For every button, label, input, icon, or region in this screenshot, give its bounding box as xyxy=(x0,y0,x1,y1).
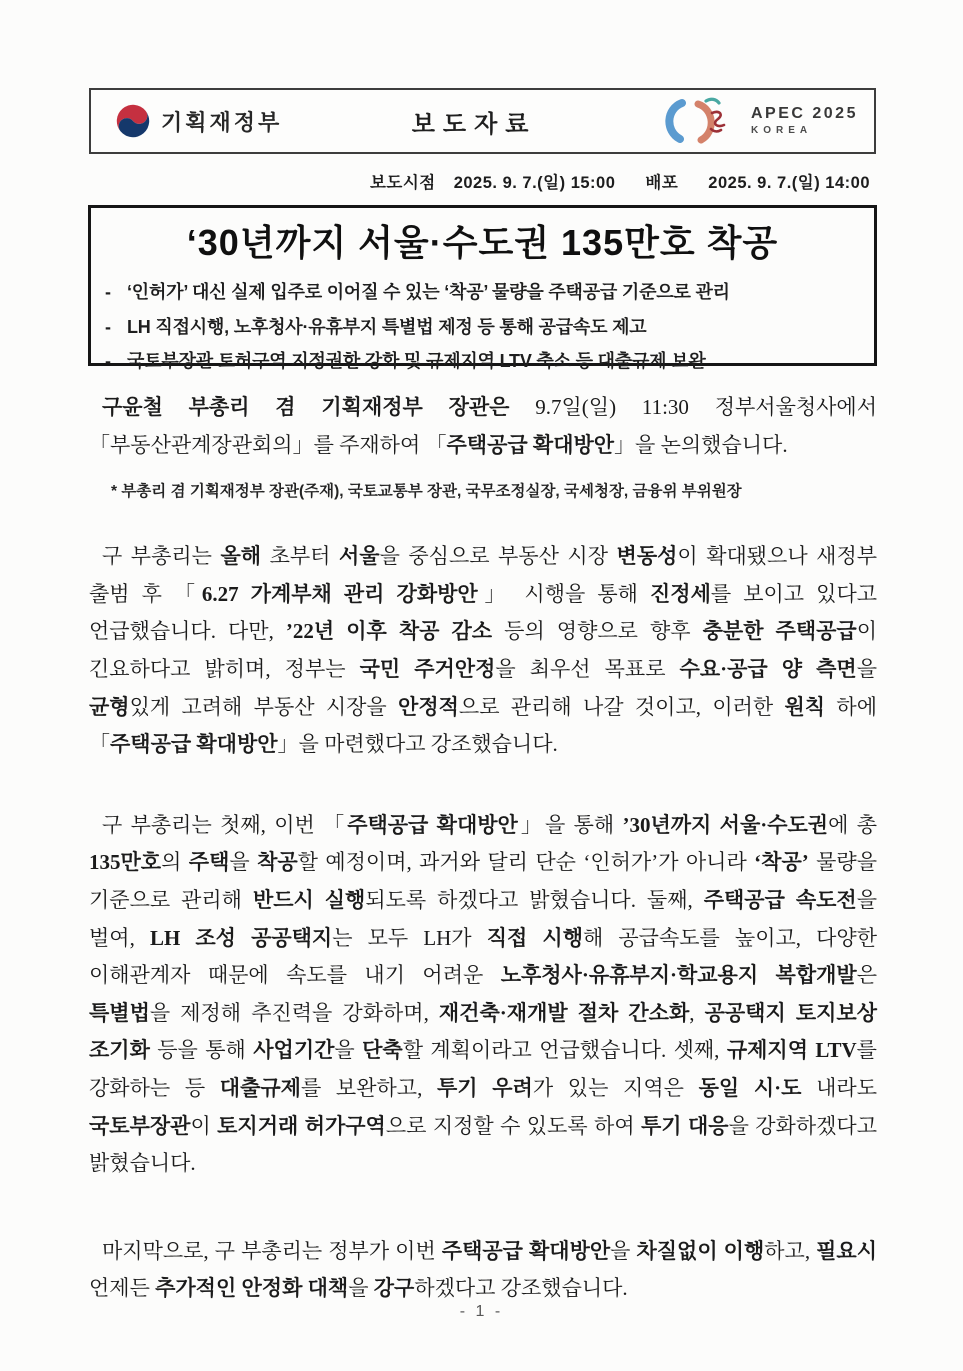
apec-subtitle: KOREA xyxy=(750,125,813,137)
headline-box xyxy=(88,205,877,371)
distribute-value: 2025. 9. 7.(일) 14:00 xyxy=(708,174,870,192)
bullet-text: ‘인허가’ 대신 실제 입주로 이어질 수 있는 ‘착공’ 물량을 주택공급 기준으로 관리 xyxy=(127,282,730,302)
bullet-text: 국토부장관 토허구역 지정권한 강화 및 규제지역 LTV 축소 등 대출규제 보완 xyxy=(127,351,706,371)
headline-bullets xyxy=(103,275,862,379)
ministry-logo xyxy=(115,103,282,139)
ministry-name: 기획재정부 xyxy=(161,109,283,135)
paragraph: 구윤철 부총리 겸 기획재정부 장관은 9.7일(일) 11:30 정부서울청사에서 「부동산관계장관회의」를 주재하여 「주택공급 확대방안」을 논의했습니다. xyxy=(89,395,877,457)
release-time-value: 2025. 9. 7.(일) 15:00 xyxy=(453,174,616,192)
paragraph: 구 부총리는 첫째, 이번 「주택공급 확대방안」을 통해 ’30년까지 서울·수도권에 총 135만호의 주택을 착공할 예정이며, 과거와 달리 단순 ‘인허가’가 아니라 ‘착공’ 물량을 기준으로 관리해 반드시 실행되도록 하겠다고 밝혔습니다. 둘째, 주택공급 속도전을 벌여, LH 조성 공공택지는 모두 LH가 직접 시행해 공급속도를 높이고, 다양한 이해관계자 때문에 속도를 내기 어려운 노후청사·유휴부지·학교용지 복합개발은 특별법을 제정해 추진력을 강화하며, 재건축·재개발 절차 간소화, 공공택지 토지보상 조기화 등을 통해 사업기간을 단축할 계획이라고 언급했습니다. 셋째, 규제지역 LTV를 강화하는 등 대출규제를 보완하고, 투기 우려가 있는 지역은 동일 시·도 내라도 국토부장관이 토지거래 허가구역으로 지정할 수 있도록 하여 투기 대응을 강화하겠다고 밝혔습니다. xyxy=(89,812,878,1176)
paragraph: 구 부총리는 올해 초부터 서울을 중심으로 부동산 시장 변동성이 확대됐으나 새정부 출범 후 「6.27 가계부채 관리 강화방안」 시행을 통해 진정세를 보이고 있다고 언급했습니다. 다만, ’22년 이후 착공 감소 등의 영향으로 향후 충분한 주택공급이 긴요하다고 밝히며, 정부는 국민 주거안정을 최우선 목표로 수요·공급 양 측면을 균형있게 고려해 부동산 시장을 안정적으로 관리해 나갈 것이고, 이러한 원칙 하에 「주택공급 확대방안」을 마련했다고 강조했습니다. xyxy=(89,544,878,757)
government-emblem-icon xyxy=(115,103,151,139)
apec-2025-logo xyxy=(656,96,858,146)
headline-bullet xyxy=(103,310,862,345)
attendees-footnote: * 부총리 겸 기획재정부 장관(주재), 국토교통부 장관, 국무조정실장, 국세청장, 금융위 부위원장 xyxy=(111,483,742,501)
distribute-label: 배포 xyxy=(645,174,679,192)
apec-logo-icon xyxy=(656,96,742,146)
body-text xyxy=(89,389,877,1308)
bullet-marker: - xyxy=(105,282,111,302)
headline-bullet xyxy=(103,275,862,310)
headline-bullet xyxy=(103,344,862,379)
release-info xyxy=(370,169,870,193)
headline-title: ‘30년까지 서울·수도권 135만호 착공 xyxy=(186,222,779,263)
release-time-label: 보도시점 xyxy=(369,174,436,192)
bullet-text: LH 직접시행, 노후청사·유휴부지 특별법 제정 등 통해 공급속도 제고 xyxy=(127,316,647,337)
apec-title: APEC 2025 xyxy=(750,105,858,123)
document-type-title: 보도자료 xyxy=(411,110,537,138)
bullet-marker: - xyxy=(105,316,111,337)
bullet-marker: - xyxy=(105,351,111,371)
paragraph: 마지막으로, 구 부총리는 정부가 이번 주택공급 확대방안을 차질없이 이행하고, 필요시 언제든 추가적인 안정화 대책을 강구하겠다고 강조했습니다. xyxy=(89,1238,877,1301)
header-box xyxy=(89,88,876,154)
page-number: - 1 - xyxy=(459,1303,504,1320)
